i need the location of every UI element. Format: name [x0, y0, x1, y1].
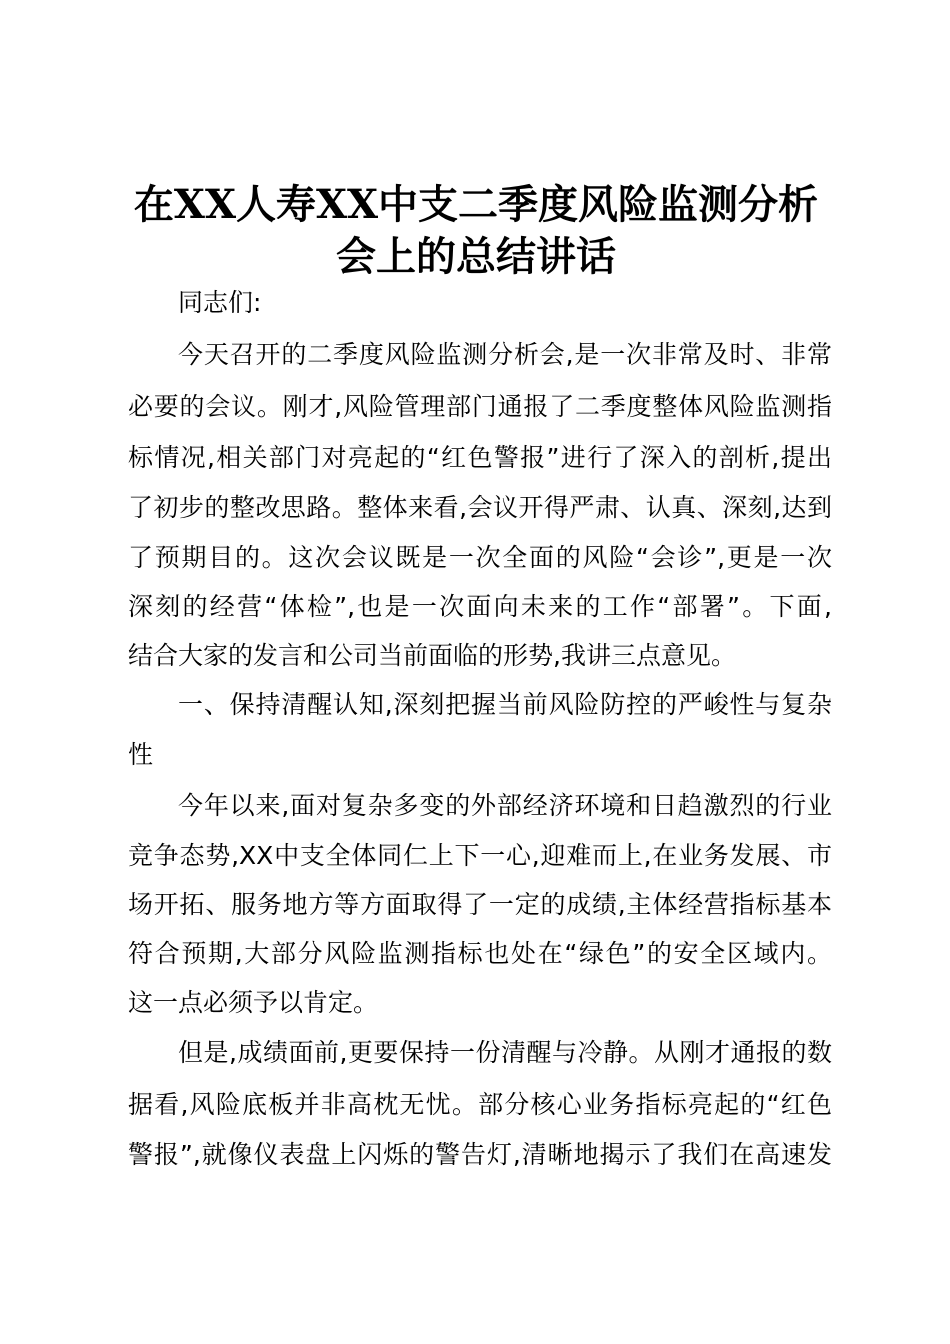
text-line: 必要的会议。刚才,风险管理部门通报了二季度整体风险监测指: [128, 392, 832, 421]
text-line: 但是,成绩面前,更要保持一份清醒与冷静。从刚才通报的数: [178, 1038, 832, 1067]
text-line: 这一点必须予以肯定。: [128, 988, 379, 1017]
text-line: 结合大家的发言和公司当前面临的形势,我讲三点意见。: [128, 641, 736, 670]
text-line: 了预期目的。这次会议既是一次全面的风险“会诊”,更是一次: [128, 543, 832, 572]
text-line: 深刻的经营“体检”,也是一次面向未来的工作“部署”。下面,: [128, 592, 832, 621]
text-line: 性: [128, 740, 154, 769]
text-line: 警报”,就像仪表盘上闪烁的警告灯,清晰地揭示了我们在高速发: [128, 1140, 832, 1169]
document-title-line-1: 在XX人寿XX中支二季度风险监测分析: [133, 181, 819, 228]
text-line: 标情况,相关部门对亮起的“红色警报”进行了深入的剖析,提出: [128, 443, 832, 472]
text-line: 今年以来,面对复杂多变的外部经济环境和日趋激烈的行业: [178, 791, 832, 820]
text-line: 今天召开的二季度风险监测分析会,是一次非常及时、非常: [178, 340, 832, 369]
text-line: 一、保持清醒认知,深刻把握当前风险防控的严峻性与复杂: [178, 690, 832, 719]
text-line: 竞争态势,XX中支全体同仁上下一心,迎难而上,在业务发展、市: [128, 841, 832, 870]
text-line: 同志们:: [178, 288, 262, 317]
text-line: 场开拓、服务地方等方面取得了一定的成绩,主体经营指标基本: [128, 890, 832, 919]
text-line: 了初步的整改思路。整体来看,会议开得严肃、认真、深刻,达到: [128, 493, 832, 522]
document-title-line-2: 会上的总结讲话: [336, 233, 616, 280]
text-line: 符合预期,大部分风险监测指标也处在“绿色”的安全区域内。: [128, 939, 832, 968]
text-line: 据看,风险底板并非高枕无忧。部分核心业务指标亮起的“红色: [128, 1090, 832, 1119]
